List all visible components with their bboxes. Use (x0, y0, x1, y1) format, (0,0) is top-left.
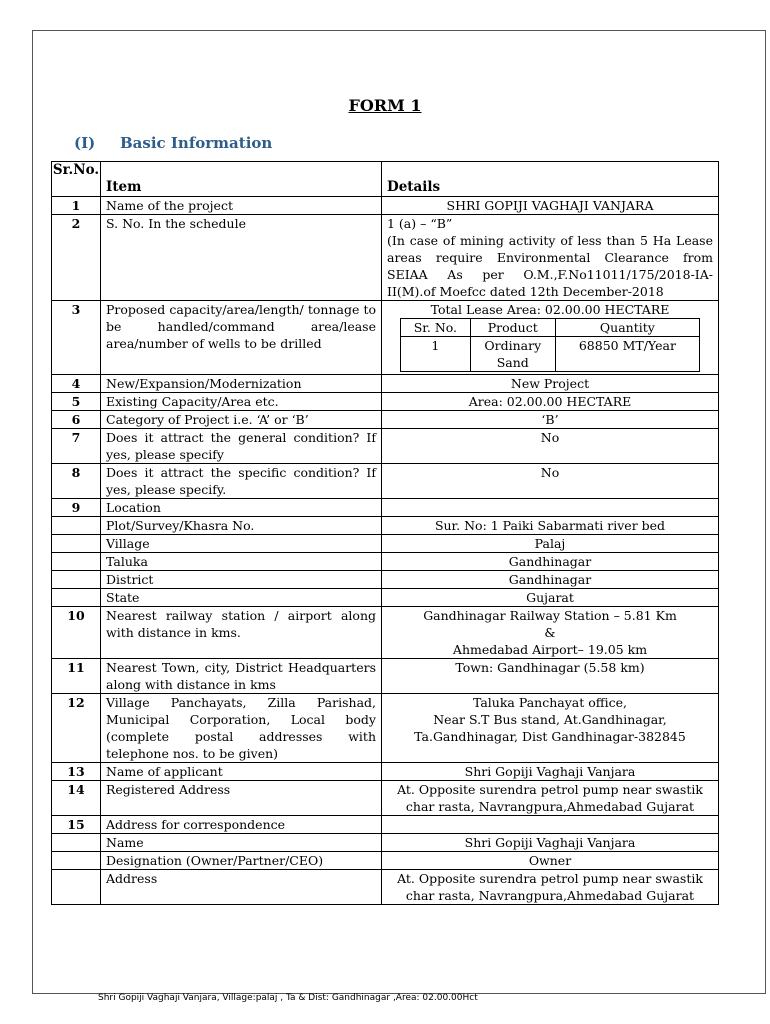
row-sr-no: 2 (52, 215, 101, 301)
row-item: Village (101, 535, 382, 553)
row-details (382, 763, 719, 781)
row-details (382, 197, 719, 215)
table-row (52, 852, 719, 870)
row-item: Name of applicant (101, 763, 382, 781)
capacity-row (401, 337, 700, 372)
row-sr-no (52, 852, 101, 870)
row-details (382, 301, 719, 375)
detail-line: Ahmedabad Airport– 19.05 km (452, 642, 648, 657)
detail-line: No (540, 465, 560, 480)
table-row (52, 763, 719, 781)
detail-line: Area: 02.00.00 HECTARE (468, 394, 632, 409)
row-details (382, 870, 719, 905)
table-row (52, 429, 719, 464)
row-details (382, 571, 719, 589)
row-details (382, 393, 719, 411)
capacity-table (400, 318, 700, 372)
row-item: Plot/Survey/Khasra No. (101, 517, 382, 535)
row-sr-no: 1 (52, 197, 101, 215)
capacity-cell: Ordinary Sand (470, 337, 555, 372)
row-item: Designation (Owner/Partner/CEO) (101, 852, 382, 870)
detail-line: Gujarat (526, 590, 574, 605)
table-row (52, 589, 719, 607)
row-item: Category of Project i.e. ‘A’ or ‘B’ (101, 411, 382, 429)
row-sr-no: 13 (52, 763, 101, 781)
row-item: Does it attract the specific condition? If yes, please specify. (101, 464, 382, 499)
table-row (52, 375, 719, 393)
row-item: Proposed capacity/area/length/ tonnage to be handled/command area/lease area/number of wells to be drilled (101, 301, 382, 375)
row-item: State (101, 589, 382, 607)
detail-line: Ta.Gandhinagar, Dist Gandhinagar-382845 (414, 729, 686, 744)
row-sr-no: 9 (52, 499, 101, 517)
detail-line: & (544, 625, 556, 640)
row-item: Existing Capacity/Area etc. (101, 393, 382, 411)
table-row (52, 571, 719, 589)
row-item: Village Panchayats, Zilla Parishad, Municipal Corporation, Local body (complete postal addresses with telephone nos. to be given) (101, 694, 382, 763)
row-item: Location (101, 499, 382, 517)
row-sr-no: 5 (52, 393, 101, 411)
table-row (52, 816, 719, 834)
row-item: Name of the project (101, 197, 382, 215)
row-details (382, 589, 719, 607)
header-sr: Sr.No. (52, 162, 101, 197)
detail-line: Taluka Panchayat office, (472, 695, 627, 710)
table-row (52, 197, 719, 215)
row-item: Address for correspondence (101, 816, 382, 834)
row-item: Registered Address (101, 781, 382, 816)
header-item: Item (101, 162, 382, 197)
detail-line: Gandhinagar Railway Station – 5.81 Km (423, 608, 677, 623)
row-sr-no: 14 (52, 781, 101, 816)
row-sr-no (52, 834, 101, 852)
row-sr-no: 7 (52, 429, 101, 464)
row-details (382, 834, 719, 852)
capacity-header-cell: Sr. No. (401, 319, 471, 337)
detail-line: Gandhinagar (508, 572, 592, 587)
row-details (382, 464, 719, 499)
detail-line: At. Opposite surendra petrol pump near swastik char rasta, Navrangpura,Ahmedabad Gujarat (397, 782, 703, 814)
row-details (382, 499, 719, 517)
capacity-cell: 68850 MT/Year (555, 337, 699, 372)
row-details (382, 535, 719, 553)
table-row (52, 870, 719, 905)
detail-line: Gandhinagar (508, 554, 592, 569)
row-sr-no: 6 (52, 411, 101, 429)
page-footer: Shri Gopiji Vaghaji Vanjara, Village:palaj , Ta & Dist: Gandhinagar ,Area: 02.00.00Hct (98, 993, 478, 1003)
row-item: Nearest Town, city, District Headquarters along with distance in kms (101, 659, 382, 694)
table-row (52, 215, 719, 301)
detail-line: Near S.T Bus stand, At.Gandhinagar, (433, 712, 667, 727)
form-title: FORM 1 (348, 96, 422, 115)
row-details (382, 411, 719, 429)
basic-information-table (51, 161, 719, 905)
header-details: Details (382, 162, 719, 197)
detail-line: Shri Gopiji Vaghaji Vanjara (464, 764, 636, 779)
table-header-row (52, 162, 719, 197)
row-details (382, 816, 719, 834)
row-sr-no: 10 (52, 607, 101, 659)
capacity-header-row (401, 319, 700, 337)
table-row (52, 464, 719, 499)
row-item: Taluka (101, 553, 382, 571)
row-item: S. No. In the schedule (101, 215, 382, 301)
row-item: Address (101, 870, 382, 905)
row-details (382, 517, 719, 535)
detail-line: SHRI GOPIJI VAGHAJI VANJARA (446, 198, 654, 213)
row-details (382, 215, 719, 301)
detail-line: ‘B’ (541, 412, 559, 427)
detail-line: Palaj (534, 536, 566, 551)
detail-line: New Project (510, 376, 590, 391)
row-sr-no: 15 (52, 816, 101, 834)
row-details (382, 659, 719, 694)
table-row (52, 411, 719, 429)
section-heading (74, 134, 272, 152)
table-row (52, 393, 719, 411)
detail-line: Owner (528, 853, 572, 868)
section-title: Basic Information (120, 134, 273, 152)
detail-line: At. Opposite surendra petrol pump near swastik char rasta, Navrangpura,Ahmedabad Gujarat (397, 871, 703, 903)
row-item: Nearest railway station / airport along with distance in kms. (101, 607, 382, 659)
row-item: New/Expansion/Modernization (101, 375, 382, 393)
table-row (52, 694, 719, 763)
section-number: (I) (74, 134, 96, 152)
table-row (52, 659, 719, 694)
row-details (382, 852, 719, 870)
detail-line: (In case of mining activity of less than 5 Ha Lease areas require Environmental Clearance from SEIAA As per O.M.,F.No11011/175/2018-IA-II(M).of Moefcc dated 12th December-2018 (387, 233, 713, 299)
detail-line: No (540, 430, 560, 445)
row-sr-no (52, 553, 101, 571)
row-details (382, 553, 719, 571)
detail-line: Sur. No: 1 Paiki Sabarmati river bed (434, 518, 666, 533)
capacity-header-cell: Quantity (555, 319, 699, 337)
row-sr-no (52, 535, 101, 553)
row-details (382, 607, 719, 659)
detail-line: Town: Gandhinagar (5.58 km) (455, 660, 645, 675)
row-details (382, 694, 719, 763)
row-sr-no: 11 (52, 659, 101, 694)
row-item: Does it attract the general condition? If yes, please specify (101, 429, 382, 464)
row-sr-no (52, 571, 101, 589)
row-details (382, 375, 719, 393)
table-row (52, 781, 719, 816)
table-row (52, 535, 719, 553)
detail-line: 1 (a) – “B” (387, 216, 453, 231)
row-item: Name (101, 834, 382, 852)
row-sr-no (52, 870, 101, 905)
detail-line: Shri Gopiji Vaghaji Vanjara (464, 835, 636, 850)
table-row (52, 499, 719, 517)
row-item: District (101, 571, 382, 589)
row-details (382, 781, 719, 816)
row-sr-no: 8 (52, 464, 101, 499)
row-details (382, 429, 719, 464)
table-row (52, 607, 719, 659)
table-row (52, 834, 719, 852)
row-sr-no: 4 (52, 375, 101, 393)
table-row (52, 553, 719, 571)
detail-line: Total Lease Area: 02.00.00 HECTARE (430, 302, 670, 317)
row-sr-no (52, 589, 101, 607)
row-sr-no: 3 (52, 301, 101, 375)
table-row (52, 517, 719, 535)
row-sr-no: 12 (52, 694, 101, 763)
capacity-cell: 1 (401, 337, 471, 372)
row-sr-no (52, 517, 101, 535)
capacity-header-cell: Product (470, 319, 555, 337)
table-row (52, 301, 719, 375)
